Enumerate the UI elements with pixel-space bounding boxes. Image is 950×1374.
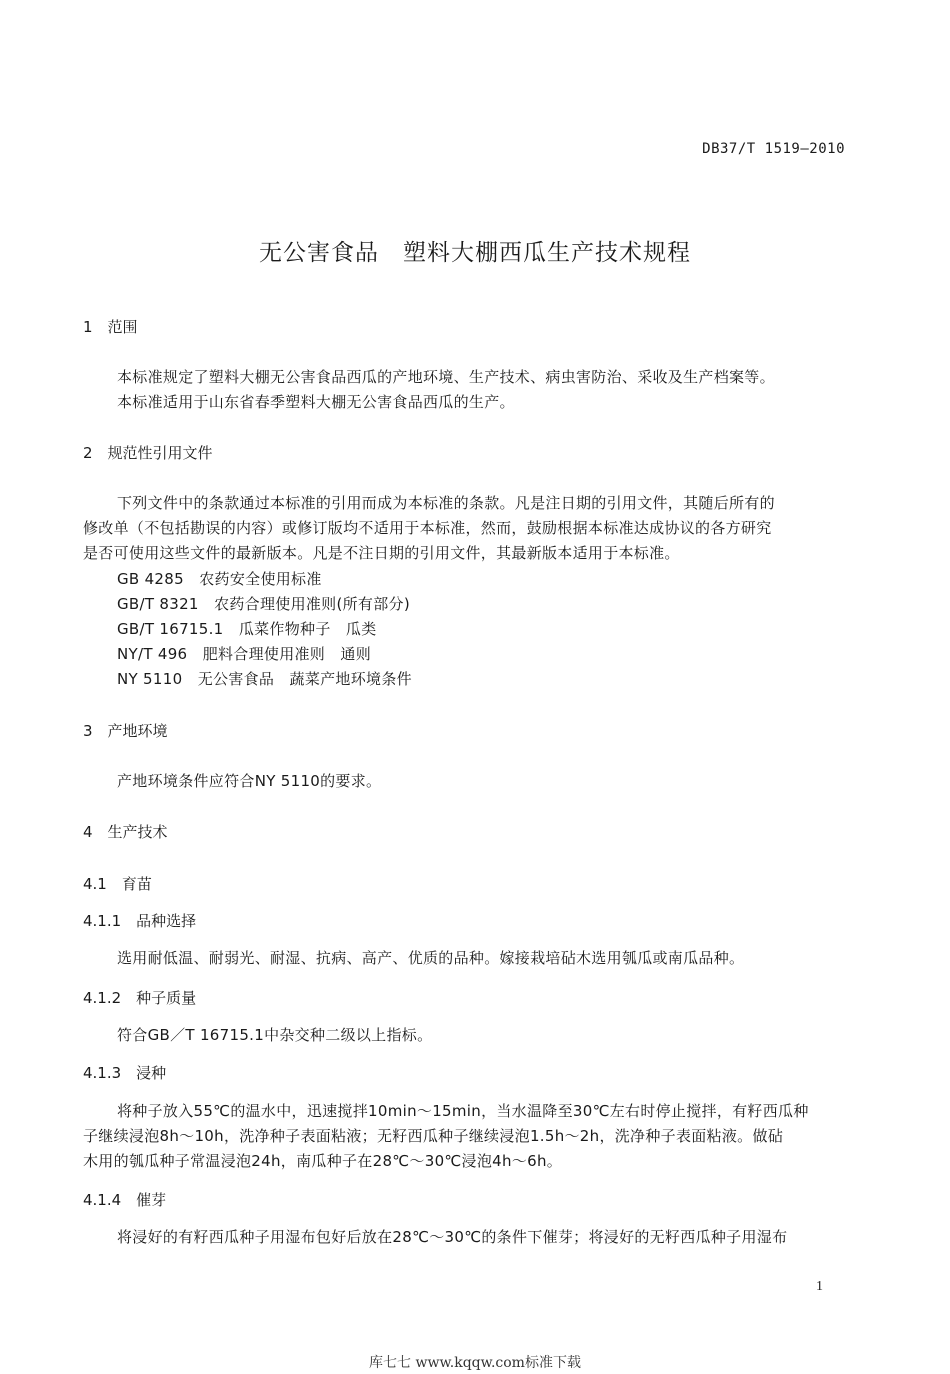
reference-item: GB/T 8321 农药合理使用准则(所有部分) bbox=[117, 595, 410, 613]
section-2-paragraph-line: 是否可使用这些文件的最新版本。凡是不注日期的引用文件，其最新版本适用于本标准。 bbox=[83, 544, 680, 562]
subsection-4-1-3-heading: 4.1.3 浸种 bbox=[83, 1064, 167, 1082]
subsection-4-1-4-paragraph: 将浸好的有籽西瓜种子用湿布包好后放在28℃～30℃的条件下催芽；将浸好的无籽西瓜种子用湿布 bbox=[117, 1228, 788, 1246]
reference-item: GB/T 16715.1 瓜菜作物种子 瓜类 bbox=[117, 620, 377, 638]
section-4-heading: 4 生产技术 bbox=[83, 823, 168, 841]
subsection-4-1-1-paragraph: 选用耐低温、耐弱光、耐湿、抗病、高产、优质的品种。嫁接栽培砧木选用瓠瓜或南瓜品种。 bbox=[117, 949, 745, 967]
page-number: 1 bbox=[816, 1279, 823, 1294]
section-3-heading: 3 产地环境 bbox=[83, 722, 168, 740]
subsection-4-1-3-paragraph-line: 将种子放入55℃的温水中，迅速搅拌10min～15min，当水温降至30℃左右时停止搅拌，有籽西瓜种 bbox=[117, 1102, 809, 1120]
section-2-paragraph-line: 修改单（不包括勘误的内容）或修订版均不适用于本标准，然而，鼓励根据本标准达成协议的各方研究 bbox=[83, 519, 772, 537]
document-title: 无公害食品 塑料大棚西瓜生产技术规程 bbox=[259, 240, 691, 266]
subsection-4-1-2-paragraph: 符合GB／T 16715.1中杂交种二级以上指标。 bbox=[117, 1026, 433, 1044]
subsection-4-1-3-paragraph-line: 木用的瓠瓜种子常温浸泡24h，南瓜种子在28℃～30℃浸泡4h～6h。 bbox=[83, 1152, 563, 1170]
section-2-heading: 2 规范性引用文件 bbox=[83, 444, 213, 462]
subsection-4-1-3-paragraph-line: 子继续浸泡8h～10h，洗净种子表面粘液；无籽西瓜种子继续浸泡1.5h～2h，洗净种子表面粘液。做砧 bbox=[83, 1127, 784, 1145]
reference-item: GB 4285 农药安全使用标准 bbox=[117, 570, 322, 588]
reference-item: NY 5110 无公害食品 蔬菜产地环境条件 bbox=[117, 670, 412, 688]
reference-item: NY/T 496 肥料合理使用准则 通则 bbox=[117, 645, 371, 663]
subsection-4-1-1-heading: 4.1.1 品种选择 bbox=[83, 912, 197, 930]
section-1-heading: 1 范围 bbox=[83, 318, 138, 336]
subsection-4-1-2-heading: 4.1.2 种子质量 bbox=[83, 989, 197, 1007]
footer-watermark: 库七七 www.kqqw.com标准下载 bbox=[369, 1355, 581, 1371]
subsection-4-1-heading: 4.1 育苗 bbox=[83, 875, 152, 893]
section-1-paragraph: 本标准适用于山东省春季塑料大棚无公害食品西瓜的生产。 bbox=[117, 393, 515, 411]
section-3-paragraph: 产地环境条件应符合NY 5110的要求。 bbox=[117, 772, 382, 790]
section-1-paragraph: 本标准规定了塑料大棚无公害食品西瓜的产地环境、生产技术、病虫害防治、采收及生产档案等。 bbox=[117, 368, 775, 386]
subsection-4-1-4-heading: 4.1.4 催芽 bbox=[83, 1191, 167, 1209]
section-2-paragraph-line: 下列文件中的条款通过本标准的引用而成为本标准的条款。凡是注日期的引用文件，其随后所有的 bbox=[117, 494, 775, 512]
standard-code: DB37/T 1519—2010 bbox=[702, 141, 845, 157]
